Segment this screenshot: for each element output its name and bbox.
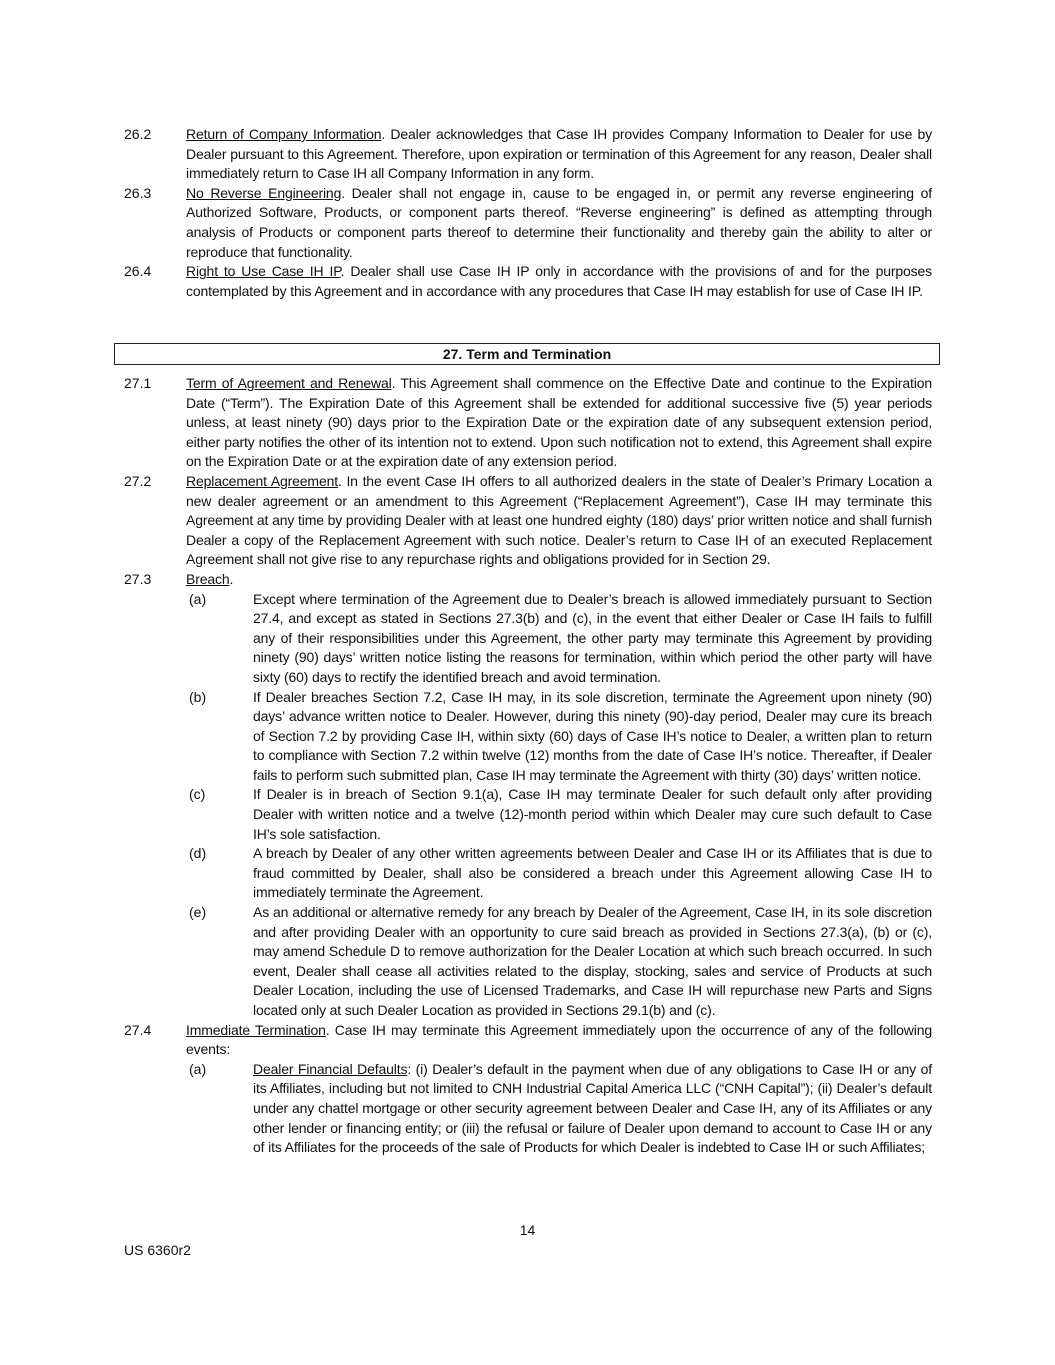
- clause-body: .: [229, 570, 234, 587]
- clause-body: . This Agreement shall commence on the Effective Date and continue to the Expiration Date (“Term”). The Expiration Date of this Agreement shall be extended for additional successive five (5) year periods unless, at least ninety (90) days prior to the Expiration Date or the expiration date of any subsequent extension period, either party notifies the other of its intention not to extend. Upon such notification not to extend, this Agreement shall expire on the Expiration Date or at the expiration date of any extension period.: [186, 375, 932, 470]
- clause-title: Immediate Termination: [186, 1021, 326, 1038]
- page-number: 14: [519, 1222, 536, 1238]
- subclause-title: Dealer Financial Defaults: [253, 1060, 408, 1077]
- clause-body: . In the event Case IH offers to all authorized dealers in the state of Dealer’s Primary Location a new dealer agreement or an amendment to this Agreement (“Replacement Agreement”), Case IH may terminate this Agreement at any time by providing Dealer with at least one hundred eighty (180) days’ prior written notice and shall furnish Dealer a copy of the Replacement Agreement with such notice. Dealer’s return to Case IH of an executed Replacement Agreement shall not give rise to any repurchase rights and obligations provided for in Section 29.: [186, 472, 932, 568]
- clause-27-4: [124, 1021, 932, 1060]
- document-code: US 6360r2: [124, 1242, 191, 1258]
- clause-number: 26.4: [124, 263, 152, 280]
- subclause-text: If Dealer breaches Section 7.2, Case IH may, in its sole discretion, terminate the Agreement upon ninety (90) days’ advance written notice to Dealer. However, during this ninety (90)-day period, Dealer may cure its breach of Section 7.2 by providing Case IH, within sixty (60) days of Case IH’s notice to Dealer, a written plan to return to compliance with Section 7.2 within twelve (12) months from the date of Case IH’s notice. Thereafter, if Dealer fails to perform such submitted plan, Case IH may terminate the Agreement with thirty (30) days’ written notice.: [253, 688, 932, 783]
- section-26-clauses: [124, 125, 932, 301]
- clause-26-3: [124, 184, 932, 262]
- clause-title: Term of Agreement and Renewal: [186, 375, 392, 391]
- clause-body: . Case IH may terminate this Agreement immediately upon the occurrence of any of the following events:: [186, 1021, 932, 1058]
- clause-number: 26.2: [124, 126, 152, 142]
- clause-27-3: [124, 570, 932, 590]
- clause-number: 27.3: [124, 570, 152, 587]
- clause-title: Right to Use Case IH IP: [186, 263, 341, 280]
- subclause-text: A breach by Dealer of any other written agreements between Dealer and Case IH or its Affiliates that is due to fraud committed by Dealer, shall also be considered a breach under this Agreement allowing Case IH to immediately terminate the Agreement.: [253, 845, 932, 901]
- clause-27-2: [124, 472, 932, 570]
- section-27-clauses: [124, 374, 932, 1158]
- clause-body: . Dealer shall not engage in, cause to be engaged in, or permit any reverse engineering of Authorized Software, Products, or component parts thereof. “Reverse engineering” is defined as attempting through analysis of Products or component parts thereof to determine their functionality and thereby gain the ability to alter or reproduce that functionality.: [186, 184, 933, 260]
- clause-26-2: [124, 125, 932, 184]
- clause-number: 27.2: [124, 472, 152, 489]
- clause-body: . Dealer acknowledges that Case IH provides Company Information to Dealer for use by Dealer pursuant to this Agreement. Therefore, upon expiration or termination of this Agreement for any reason, Dealer shall immediately return to Case IH all Company Information in any form.: [186, 126, 933, 182]
- subclause-label: (e): [189, 904, 207, 921]
- subclause-27-3-c: [186, 785, 932, 844]
- clause-26-4: [124, 262, 932, 301]
- subclause-label: (a): [189, 1060, 207, 1077]
- clause-body: . Dealer shall use Case IH IP only in accordance with the provisions of and for the purposes contemplated by this Agreement and in accordance with any procedures that Case IH may establish for use of Case IH IP.: [186, 263, 933, 299]
- subclause-27-3-a: [186, 590, 932, 688]
- section-27-heading: 27. Term and Termination: [114, 343, 940, 365]
- subclause-label: (d): [189, 845, 207, 862]
- subclause-label: (c): [189, 786, 206, 803]
- clause-number: 27.4: [124, 1021, 152, 1038]
- clause-title: Return of Company Information: [186, 126, 382, 142]
- subclause-27-4-a: [186, 1060, 932, 1158]
- subclause-27-3-e: [186, 903, 932, 1021]
- clause-title: Breach: [186, 570, 230, 587]
- subclause-text: Except where termination of the Agreement due to Dealer’s breach is allowed immediately pursuant to Section 27.4, and except as stated in Sections 27.3(b) and (c), in the event that either Dealer or Case IH fails to fulfill any of their responsibilities under this Agreement, the other party may terminate this Agreement by providing ninety (90) days’ written notice listing the reasons for termination, within which period the other party will have sixty (60) days to rectify the identified breach and avoid termination.: [253, 590, 932, 685]
- subclause-label: (b): [189, 688, 207, 705]
- subclause-27-3-d: [186, 844, 932, 903]
- subclause-text: If Dealer is in breach of Section 9.1(a), Case IH may terminate Dealer for such default only after providing Dealer with written notice and a twelve (12)-month period within which Dealer may cure such default to Case IH’s sole satisfaction.: [253, 786, 932, 842]
- clause-number: 26.3: [124, 184, 152, 201]
- subclause-text: : (i) Dealer’s default in the payment when due of any obligations to Case IH or any of its Affiliates, including but not limited to CNH Industrial Capital America LLC (“CNH Capital”); (ii) Dealer’s default under any chattel mortgage or other security agreement between Dealer and Case IH, any of its Affiliates or any other lender or financing entity; or (iii) the refusal or failure of Dealer upon demand to account to Case IH or any of its Affiliates for the proceeds of the sale of Products for which Dealer is indebted to Case IH or such Affiliates;: [253, 1060, 932, 1156]
- clause-number: 27.1: [124, 375, 152, 391]
- subclause-27-3-b: [186, 688, 932, 786]
- subclause-text: As an additional or alternative remedy for any breach by Dealer of the Agreement, Case IH, in its sole discretion and after providing Dealer with an opportunity to cure said breach as provided in Sections 27.3(a), (b) or (c), may amend Schedule D to remove authorization for the Dealer Location at which such breach occurred. In such event, Dealer shall cease all activities related to the display, stocking, sales and service of Products at such Dealer Location, including the use of Licensed Trademarks, and Case IH will repurchase new Parts and Signs located only at such Dealer Location as provided in Sections 29.1(b) and (c).: [253, 904, 932, 1018]
- subclause-label: (a): [189, 590, 207, 607]
- clause-27-1: [124, 374, 932, 472]
- clause-title: No Reverse Engineering: [186, 184, 342, 201]
- clause-title: Replacement Agreement: [186, 472, 338, 489]
